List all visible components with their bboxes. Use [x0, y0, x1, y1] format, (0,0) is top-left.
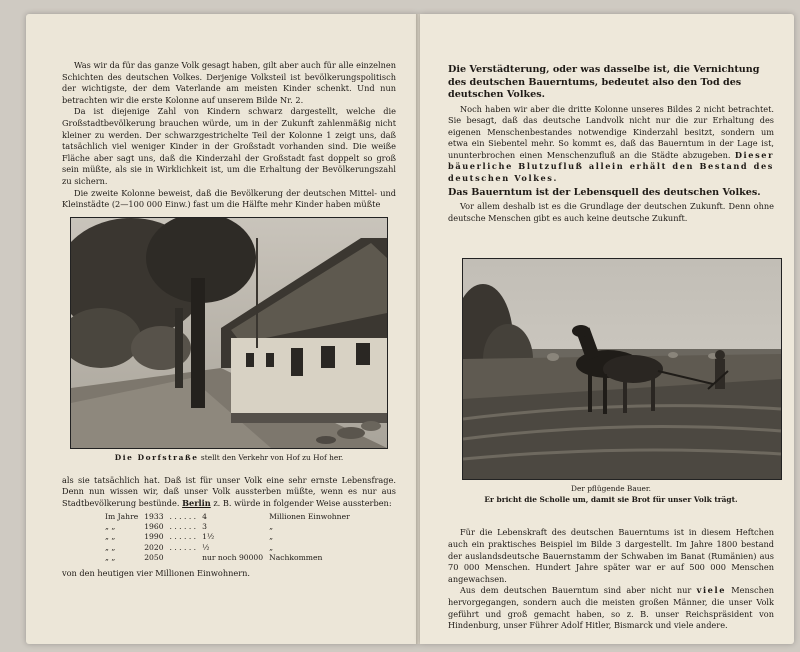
population-prefix: „ „	[105, 553, 116, 563]
population-row	[102, 543, 353, 553]
paragraph-text: Aus dem deutschen Bauerntum sind aber nicht nur	[460, 585, 697, 596]
paragraph-text: Noch haben wir aber die dritte Kolonne unseres Bildes 2 nicht betrachtet. Sie besagt, daß das deutsche Landvolk nicht nur die zur Erhaltung des eigenen Menschenbestandes notwendige Kinderzahl besitzt, sondern um etwa ein Siebentel mehr. So kommt es, daß das Bauerntum in der Lage ist, ununterbrochen einen Menschenzufluß an die Städte abzugeben.	[448, 103, 774, 160]
paragraph	[448, 585, 774, 631]
berlin-word: Berlin	[182, 497, 211, 508]
paragraph: Die zweite Kolonne beweist, daß die Bevölkerung der deutschen Mittel- und Kleinstädte (2—100 000 Einw.) fast um die Hälfte mehr Kinder haben müßte	[62, 187, 396, 210]
caption-spaced-text: Die Dorfstraße	[114, 452, 199, 462]
population-value: nur noch 90000	[202, 553, 264, 563]
spaced-emphasis: viele	[696, 585, 727, 596]
paragraph	[448, 104, 774, 185]
population-year: 2020	[144, 542, 164, 552]
caption-text: stellt den Verkehr von Hof zu Hof her.	[198, 452, 344, 462]
paragraph	[62, 475, 396, 510]
population-prefix: „ „	[105, 532, 116, 542]
paragraph: Für die Lebenskraft des deutschen Bauerntums ist in diesem Heftchen auch ein praktisches Beispiel im Bilde 3 dargestellt. Im Jahre 1800 bestand der auslandsdeutsche Bauernstamm der Schwaben im Banat (Rumänien) aus 70 000 Menschen. Hundert Jahre später war er auf 500 000 Menschen angewachsen.	[448, 527, 774, 584]
population-unit: „	[269, 542, 274, 552]
heading-urbanization: Die Verstädterung, oder was dasselbe ist, die Vernichtung des deutschen Bauerntums, bedeutet also den Tod des deutschen Volkes.	[448, 64, 760, 100]
population-dots: . . . . . .	[169, 542, 197, 552]
population-row	[102, 532, 353, 542]
paragraph: Da ist diejenige Zahl von Kindern schwarz dargestellt, welche die Großstadtbevölkerung brauchen würde, um in der Zukunft zahlenmäßig nicht kleiner zu werden. Der schwarzgestrichelte Teil der Kolonne 1 zeigt uns, daß tatsächlich viel weniger Kinder in der Großstadt vorhanden sind. Die weiße Fläche aber sagt uns, daß die Kinderzahl der Großstadt fast doppelt so groß sein müßte, als sie in Wirklichkeit ist, um die Erhaltung der Bevölkerungszahl zu sichern.	[62, 106, 396, 186]
left-page	[26, 14, 418, 644]
population-year: 1960	[144, 521, 164, 531]
text-after-photo	[448, 527, 774, 631]
population-year: 2050	[144, 553, 164, 563]
population-prefix: „ „	[105, 521, 116, 531]
population-value: ½	[202, 542, 210, 552]
heading-farmers: Das Bauerntum ist der Lebensquell des deutschen Volkes.	[448, 186, 761, 198]
population-year: 1990	[144, 532, 164, 542]
population-value: 4	[202, 511, 207, 521]
text-after-photo	[62, 475, 396, 510]
population-dots: . . . . . .	[169, 511, 197, 521]
population-year: 1933	[144, 511, 164, 521]
population-unit: „	[269, 532, 274, 542]
population-value: 1½	[202, 532, 215, 542]
population-prefix: Im Jahre	[105, 511, 139, 521]
population-row	[102, 512, 353, 522]
population-value: 3	[202, 521, 207, 531]
population-dots: . . . . . .	[169, 532, 197, 542]
population-dots: . . . . . .	[169, 521, 197, 531]
population-row	[102, 522, 353, 532]
population-row	[102, 553, 353, 563]
population-dots	[167, 553, 200, 563]
population-unit: „	[269, 521, 274, 531]
paragraph-text: Menschen hervorgegangen, sondern auch die meisten großen Männer, die unser Volk geführt und groß gemacht haben, so z. B. unser Reichspräsident von Hindenburg, unser Führer Adolf Hitler, Bismarck und viele andere.	[448, 585, 774, 631]
photo-caption	[62, 453, 396, 463]
paragraph-text: z. B. würde in folgender Weise aussterben:	[210, 497, 392, 508]
paragraph: Vor allem deshalb ist es die Grundlage der deutschen Zukunft. Denn ohne deutsche Menschen gibt es auch keine deutsche Zukunft.	[448, 201, 774, 223]
right-page	[420, 14, 794, 644]
population-unit: Nachkommen	[269, 553, 323, 563]
spaced-emphasis: Dieser bäuerliche Blutzufluß allein erhält den Bestand des deutschen Volkes.	[448, 149, 775, 184]
ploughing-farmer-photo	[462, 258, 782, 480]
photo-caption-subtitle: Er bricht die Scholle um, damit sie Brot für unser Volk trägt.	[484, 495, 738, 505]
population-prefix: „ „	[105, 542, 116, 552]
paragraph-text: als sie tatsächlich hat. Daß ist für unser Volk eine sehr ernste Lebensfrage. Denn nun wissen wir, daß unser Volk aussterben müßte, wenn es nur aus Stadtbevölkerung bestünde.	[62, 474, 396, 508]
population-table	[102, 512, 353, 564]
paragraph: Was wir da für das ganze Volk gesagt haben, gilt aber auch für alle einzelnen Schichten des deutschen Volkes. Derjenige Volksteil ist bevölkerungspolitisch der wichtigste, der dem Vaterlande am meisten Kinder schenkt. Und nun betrachten wir die erste Kolonne auf unserem Bilde Nr. 2.	[62, 60, 396, 105]
closing-line: von den heutigen vier Millionen Einwohnern.	[62, 567, 251, 578]
village-street-photo	[70, 217, 388, 449]
photo-caption-title: Der pflügende Bauer.	[571, 484, 651, 494]
population-unit: Millionen Einwohner	[269, 511, 350, 521]
